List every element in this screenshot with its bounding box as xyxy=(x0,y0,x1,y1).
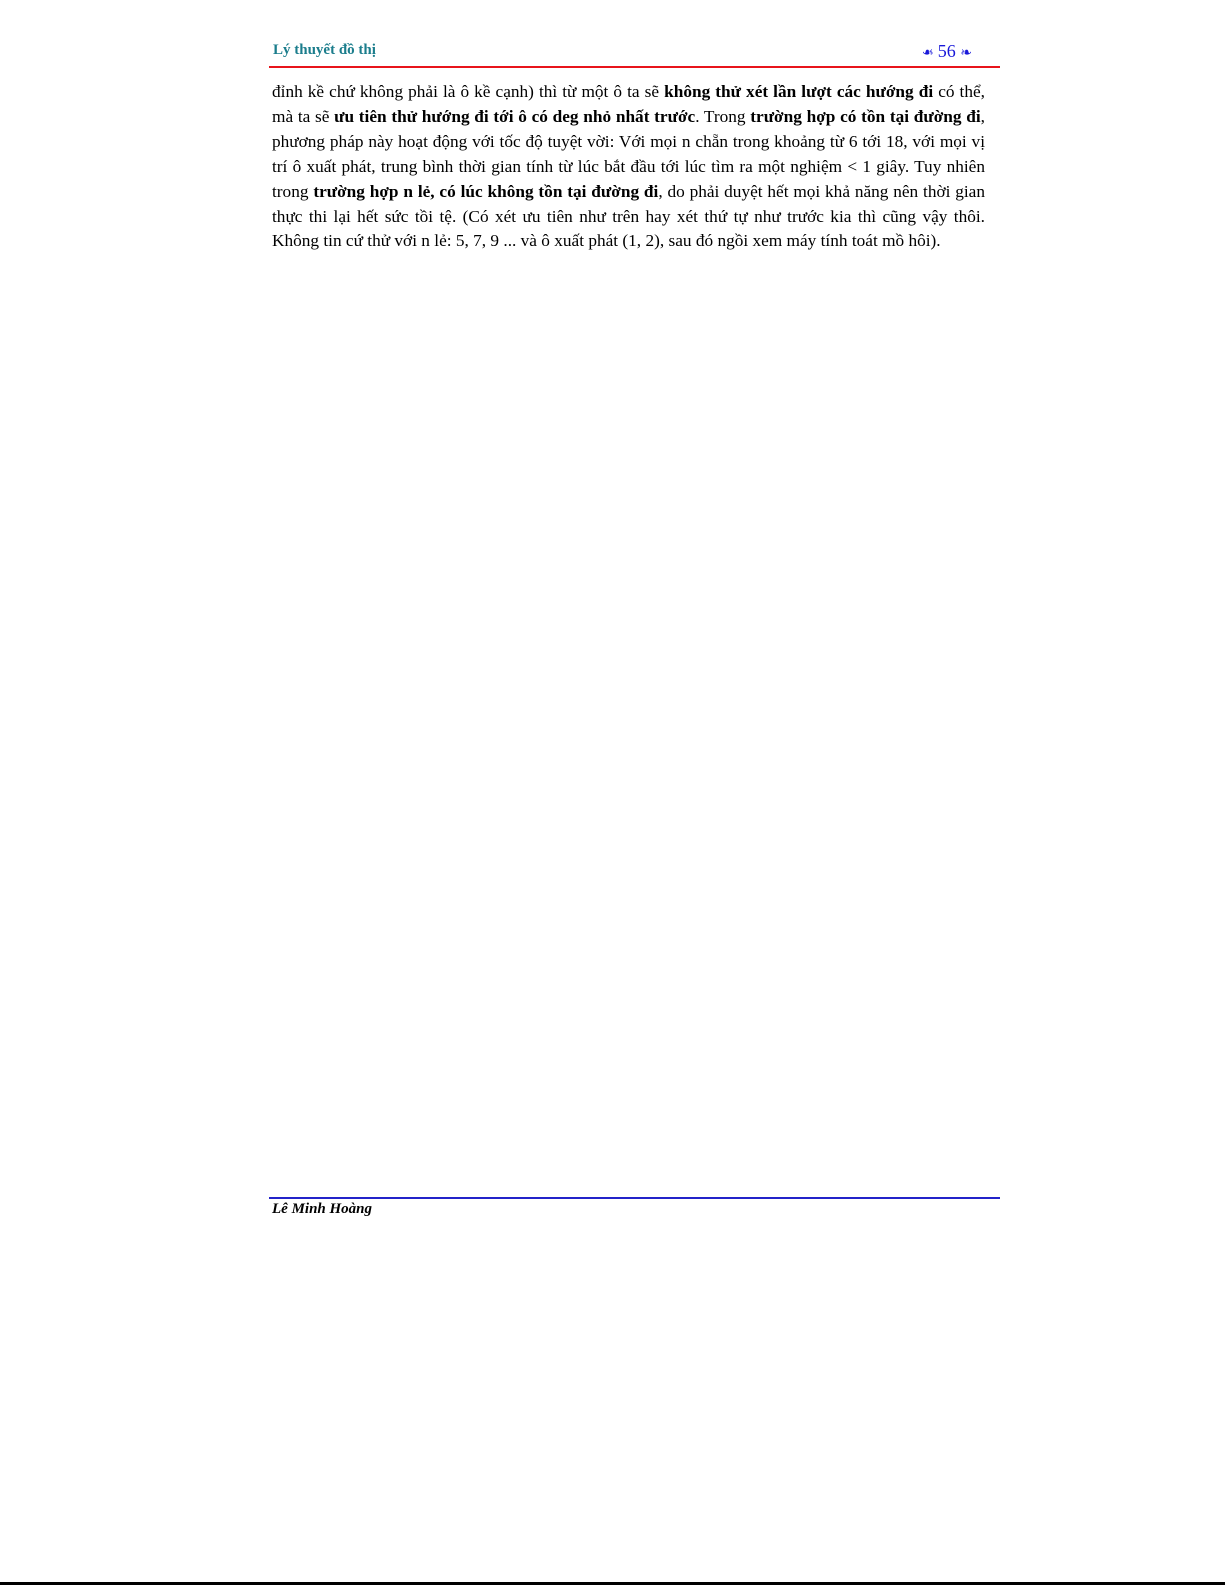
bold-text-segment: trường hợp có tồn tại đường đi xyxy=(750,106,981,126)
text-segment: . Trong xyxy=(695,106,751,126)
bold-text-segment: ưu tiên thử hướng đi tới ô có deg nhỏ nhất trước xyxy=(334,106,696,126)
text-segment: có thể, mà ta sẽ xyxy=(272,82,985,126)
footer-author: Lê Minh Hoàng xyxy=(272,1201,373,1217)
ornament-right-icon: ❧ xyxy=(960,46,972,61)
text-segment: , phương pháp này hoạt động với tốc độ tuyệt vời: Với mọi n chẵn trong khoảng từ 6 tới 18, với mọi vị trí ô xuất phát, trung bình thời gian tính từ lúc bắt đầu tới lúc tìm ra một nghiệm < 1 giây. Tuy nhiên trong xyxy=(272,106,985,201)
bold-text-segment: không thử xét lần lượt các hướng đi xyxy=(664,82,934,101)
body-paragraph xyxy=(272,80,985,254)
page-header xyxy=(269,38,1000,68)
text-segment: , do phải duyệt hết mọi khả năng nên thời gian thực thi lại hết sức tồi tệ. (Có xét ưu tiên như trên hay xét thứ tự như trước kia thì cũng vậy thôi. Không tin cứ thử với n lẻ: 5, 7, 9 ... và ô xuất phát (1, 2), sau đó ngồi xem máy tính toát mồ hôi). xyxy=(272,181,985,251)
bold-text-segment: trường hợp n lẻ, có lúc không tồn tại đường đi xyxy=(313,181,659,201)
header-title: Lý thuyết đồ thị xyxy=(273,42,376,58)
page-number: 56 xyxy=(937,41,956,61)
page-footer xyxy=(269,1197,1000,1217)
ornament-left-icon: ❧ xyxy=(921,46,934,61)
page-number-group xyxy=(922,41,972,62)
text-segment: đỉnh kề chứ không phải là ô kề cạnh) thì từ một ô ta sẽ xyxy=(272,82,665,101)
